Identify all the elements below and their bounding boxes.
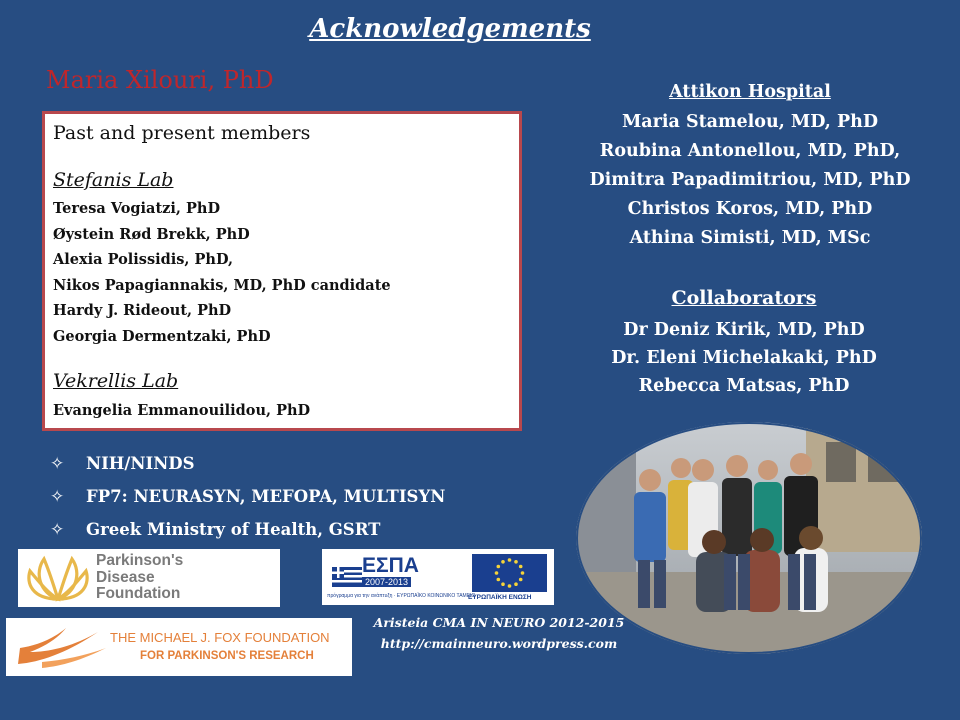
funding-label: NIH/NINDS (86, 454, 195, 473)
member-name: Øystein Rød Brekk, PhD (53, 225, 250, 243)
collaborator: Dr. Eleni Michelakaki, PhD (611, 348, 877, 368)
member-list-stefanis (53, 196, 391, 350)
four-point-star-icon: ✧ (50, 486, 65, 507)
collaborators-title: Collaborators (671, 287, 817, 309)
hospital-member-list (580, 108, 920, 253)
four-point-star-icon: ✧ (50, 453, 65, 474)
lab-title-stefanis: Stefanis Lab (53, 169, 174, 191)
funding-item (50, 447, 445, 480)
lotus-flower-icon (24, 553, 92, 603)
parkinsons-disease-foundation-logo (18, 549, 280, 607)
hospital-title: Attikon Hospital (669, 82, 831, 102)
pdf-logo-line: Parkinson's (96, 552, 184, 569)
lab-title-vekrellis: Vekrellis Lab (53, 370, 179, 392)
funding-list (50, 447, 445, 546)
member-name: Nikos Papagiannakis, MD, PhD candidate (53, 276, 391, 294)
hospital-member: Dimitra Papadimitriou, MD, PhD (589, 170, 911, 190)
pi-name: Maria Xilouri, PhD (46, 66, 274, 94)
espa-tagline: πρόγραμμα για την ανάπτυξη · ΕΥΡΩΠΑΪΚΟ ΚΟΙΝΩΝΙΚΟ ΤΑΜΕΙΟ (327, 593, 476, 599)
mjf-logo-line2: FOR PARKINSON'S RESEARCH (140, 650, 314, 662)
collaborator-list (574, 316, 914, 400)
hospital-member: Roubina Antonellou, MD, PhD, (599, 141, 901, 161)
collaborator: Dr Deniz Kirik, MD, PhD (623, 320, 865, 340)
member-name: Georgia Dermentzaki, PhD (53, 327, 271, 345)
espa-wordmark: ΕΣΠΑ (362, 554, 419, 577)
member-name: Alexia Polissidis, PhD, (53, 251, 234, 269)
member-name: Teresa Vogiatzi, PhD (53, 200, 221, 217)
funding-item (50, 480, 445, 513)
funding-item (50, 513, 445, 546)
hospital-member: Christos Koros, MD, PhD (627, 199, 873, 219)
mjf-logo-line1: THE MICHAEL J. FOX FOUNDATION (110, 630, 330, 645)
eu-flag-icon (472, 554, 547, 592)
pdf-logo-line: Disease (96, 568, 155, 586)
espa-eu-logo (322, 549, 554, 605)
members-box (42, 111, 522, 431)
espa-years: 2007-2013 (362, 577, 411, 587)
hospital-member: Maria Stamelou, MD, PhD (621, 112, 879, 132)
funding-label: FP7: NEURASYN, MEFOPA, MULTISYN (86, 487, 446, 506)
member-name: Hardy J. Rideout, PhD (53, 302, 232, 320)
hospital-member: Athina Simisti, MD, MSc (629, 228, 871, 248)
aristeia-url: http://cmainneuro.wordpress.com (380, 636, 618, 651)
pdf-logo-line: Foundation (96, 585, 181, 602)
aristeia-title: Aristeia CMA IN NEURO 2012-2015 (373, 615, 625, 630)
collaborator: Rebecca Matsas, PhD (638, 376, 850, 396)
team-photo (576, 422, 922, 654)
four-point-star-icon: ✧ (50, 519, 65, 540)
funding-label: Greek Ministry of Health, GSRT (86, 520, 381, 539)
members-heading: Past and present members (53, 122, 311, 144)
member-name: Evangelia Emmanouilidou, PhD (53, 402, 311, 419)
eu-label: ΕΥΡΩΠΑΪΚΗ ΕΝΩΣΗ (468, 594, 532, 601)
member-list-vekrellis (53, 398, 310, 424)
pdf-logo-text (96, 553, 183, 603)
michael-j-fox-foundation-logo (6, 618, 352, 676)
slide-title: Acknowledgements (309, 14, 591, 44)
flame-swoosh-icon (12, 622, 110, 672)
